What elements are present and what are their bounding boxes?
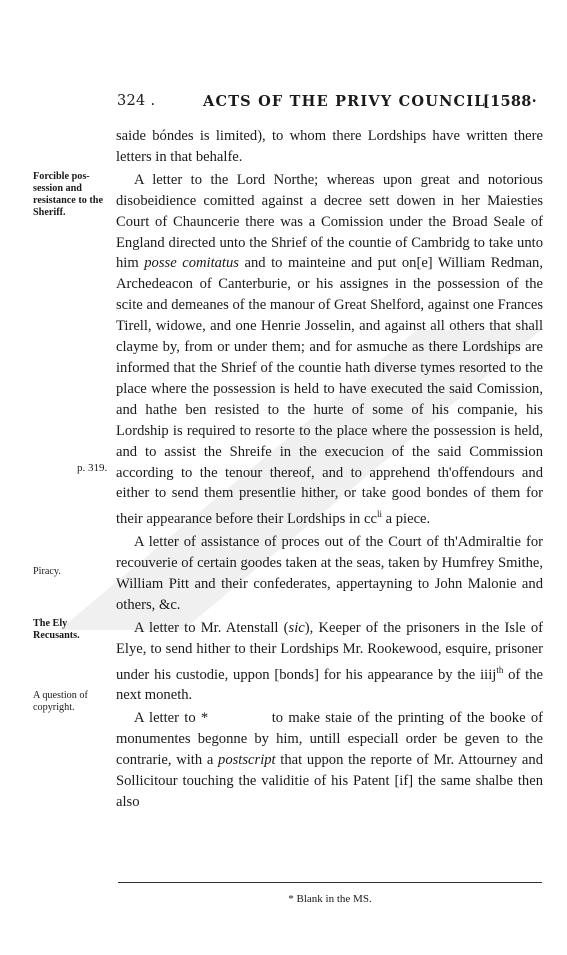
body-text	[116, 126, 543, 813]
paragraph-copyright: A letter to * to make staie of the printing of the booke of monumentes begonne by him, untill especiall order be geven to the contrarie, with a postscript that uppon the reporte of Mr. Attourney and Sollicitour touching the validitie of his Patent [if] the same shalbe then also	[116, 710, 544, 810]
margin-note-piracy: Piracy.	[33, 566, 61, 577]
paragraph-continuation: saide bóndes is limited), to whom there Lordships have written there letters in that behalfe.	[116, 128, 543, 165]
paragraph-piracy: A letter of assistance of proces out of the Court of th'Admiraltie for recouverie of certain goodes taken at the seas, taken by Humfrey Smithe, William Pitt and their confederates, appertayning to John Malonie and others, &c.	[116, 534, 543, 613]
running-header	[117, 93, 537, 115]
margin-note-forcible: Forcible pos-session and resistance to the Sheriff.	[33, 171, 103, 218]
margin-note-ely: The Ely Recusants.	[33, 618, 80, 641]
year-marker: [1588·	[482, 93, 537, 110]
footnote-rule	[118, 882, 542, 883]
footnote: * Blank in the MS.	[288, 893, 372, 905]
paragraph-ely: A letter to Mr. Atenstall (sic), Keeper of the prisoners in the Isle of Elye, to send hither to their Lordships Mr. Rookewood, esquire, prisoner under his custodie, uppon [bonds] for his appearance by the iiij$^{th}$ of the next moneth.	[116, 619, 543, 704]
page-number: 324 .	[117, 93, 156, 109]
margin-note-copyright: A question of copyright.	[33, 690, 88, 713]
paragraph-lord-northe: A letter to the Lord Northe; whereas upon great and notorious disobeidience comitted against a decree sett dowen in her Maiesties Court of Chauncerie there was a Comission under the Broad Seale of England directed unto the Shrief of the countie of Cambridg to take unto him posse comitatus and to mainteine and put on[e] William Redman, Archedeacon of Canterburie, or his assignes in the possession of the scite and demeanes of the manour of Great Shelford, against one Frances Tirell, widowe, and one Henrie Josselin, and against all others that shall clayme by, from or under them; and for asmuche as there Lordships are informed that the Shrief of the countie hath diverse tymes resorted to the place where the possession is held to have executed the said Comission, and hathe ben resisted to the hurte of some of his companie, his Lordship is required to resorte to the place where the possession is held, and to assist the Shreife in the execucion of the said Commission according to the tenour thereof, and to apprehend th'offendours and either to send them presentlie hither, or take good bondes of them for their appearance before their Lordships in $cc^{li}$ a piece.	[116, 171, 543, 528]
margin-note-page-ref: p. 319.	[77, 462, 108, 474]
running-title: ACTS OF THE PRIVY COUNCIL	[203, 93, 486, 110]
